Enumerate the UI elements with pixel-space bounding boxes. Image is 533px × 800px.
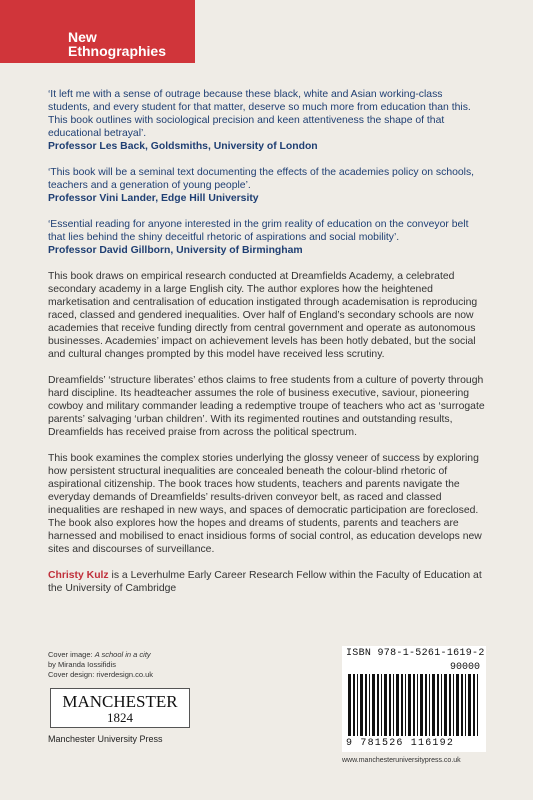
logo-line1: MANCHESTER xyxy=(62,692,178,711)
barcode-bar xyxy=(420,674,423,736)
barcode-bar xyxy=(461,674,463,736)
blurb-paragraph-1: This book draws on empirical research conducted at Dreamfields Academy, a celebrated secondary academy in a large English city. The author explores how the heightened marketisation and centralisation of education instigated through academisation is reproducing raced, classed and gendered inequalities. Over half of England’s secondary schools are now academies that receive funding directly from central government and operate as autonomous businesses. Academies’ impact on achievement levels has been hotly debated, but the social and cultural changes prompted by this model have received less scrutiny. xyxy=(48,271,478,360)
barcode-bar xyxy=(473,674,475,736)
barcode-bar xyxy=(348,674,351,736)
barcode-bar xyxy=(468,674,471,736)
cover-image-artist: by Miranda Iossifidis xyxy=(48,660,116,669)
barcode-bar xyxy=(369,674,370,736)
quote-1: ‘It left me with a sense of outrage because these black, white and Asian working-class students, and every student for that matter, deserve so much more from education than this. This book outlines with sociological precision and keen attentiveness the shape of that educational betrayal’. xyxy=(48,89,471,139)
barcode-bar xyxy=(405,674,406,736)
author-bio xyxy=(48,569,486,595)
series-title-line1: New xyxy=(68,29,97,45)
barcode-bar xyxy=(384,674,387,736)
publisher-website: www.manchesteruniversitypress.co.uk xyxy=(342,757,461,764)
barcode-number: 9 781526 116192 xyxy=(346,738,455,749)
barcode-bar xyxy=(456,674,459,736)
publisher-logo xyxy=(50,688,190,728)
barcode-bar xyxy=(477,674,478,736)
barcode-bar xyxy=(429,674,430,736)
barcode-bar xyxy=(437,674,439,736)
quote-2-attribution: Professor Vini Lander, Edge Hill University xyxy=(48,193,259,204)
barcode-bar xyxy=(396,674,399,736)
blurb-paragraph-2: Dreamfields’ ‘structure liberates’ ethos claims to free students from a culture of poverty through hard discipline. Its headteacher assumes the role of business executive, saviour, pioneering cowboy and military commander leading a redemptive troupe of teachers who act as ‘surrogate parents’ salvaging ‘urban children’. With its regimented routines and outstanding results, Dreamfields has received praise from across the political spectrum. xyxy=(48,375,485,438)
isbn-label: ISBN 978-1-5261-1619-2 xyxy=(346,648,485,659)
barcode-bar xyxy=(432,674,435,736)
barcode-bar xyxy=(381,674,382,736)
barcode-bar xyxy=(389,674,391,736)
barcode-bar xyxy=(357,674,358,736)
barcode-bar xyxy=(441,674,442,736)
price-code: 90000 xyxy=(449,662,480,673)
isbn-barcode xyxy=(342,646,486,752)
publisher-name: Manchester University Press xyxy=(48,734,163,744)
cover-credits xyxy=(48,650,153,680)
cover-design-credit: Cover design: riverdesign.co.uk xyxy=(48,670,154,679)
quote-3: ‘Essential reading for anyone interested in the grim reality of education on the conveyor belt that lies behind the shiny deceitful rhetoric of aspirations and social mobility’. xyxy=(48,219,469,243)
barcode-bar xyxy=(365,674,367,736)
cover-image-title: A school in a city xyxy=(94,650,151,659)
back-cover-text xyxy=(48,88,486,595)
series-banner xyxy=(0,0,195,63)
cover-image-label: Cover image: xyxy=(48,650,95,659)
logo-line2: 1824 xyxy=(107,710,133,725)
blurb-paragraph-3: This book examines the complex stories underlying the glossy veneer of success by exploring how persistent structural inequalities are concealed beneath the colour-blind rhetoric of aspirational citizenship. The book traces how students, teachers and parents navigate the everyday demands of Dreamfields’ results-driven conveyor belt, as raced and classed inequalities are reshaped in new ways, and spaces of democratic participation are foreclosed. The book also explores how the hopes and dreams of students, parents and teachers are harnessed and mobilised to enact insidious forms of social control, as education develops new sites and discourses of surveillance. xyxy=(48,453,482,555)
quote-1-attribution: Professor Les Back, Goldsmiths, University of London xyxy=(48,141,318,152)
quote-3-attribution: Professor David Gillborn, University of Birmingham xyxy=(48,245,303,256)
barcode-bar xyxy=(360,674,363,736)
barcode-bar xyxy=(453,674,454,736)
barcode-bar xyxy=(444,674,447,736)
barcode-bar xyxy=(372,674,375,736)
quote-2: ‘This book will be a seminal text documenting the effects of the academies policy on schools, teachers and a generation of young people’. xyxy=(48,167,475,191)
series-title-line2: Ethnographies xyxy=(68,43,167,59)
barcode-bar xyxy=(408,674,411,736)
barcode-bar xyxy=(393,674,394,736)
author-name: Christy Kulz xyxy=(48,570,109,581)
barcode-bar xyxy=(425,674,427,736)
barcode-bar xyxy=(413,674,415,736)
barcode-bar xyxy=(377,674,379,736)
barcode-bar xyxy=(449,674,451,736)
barcode-bar xyxy=(353,674,355,736)
author-bio-text: is a Leverhulme Early Career Research Fellow within the Faculty of Education at the University of Cambridge xyxy=(48,570,482,594)
barcode-bar xyxy=(465,674,466,736)
barcode-bars xyxy=(348,674,480,736)
barcode-bar xyxy=(401,674,403,736)
barcode-bar xyxy=(417,674,418,736)
